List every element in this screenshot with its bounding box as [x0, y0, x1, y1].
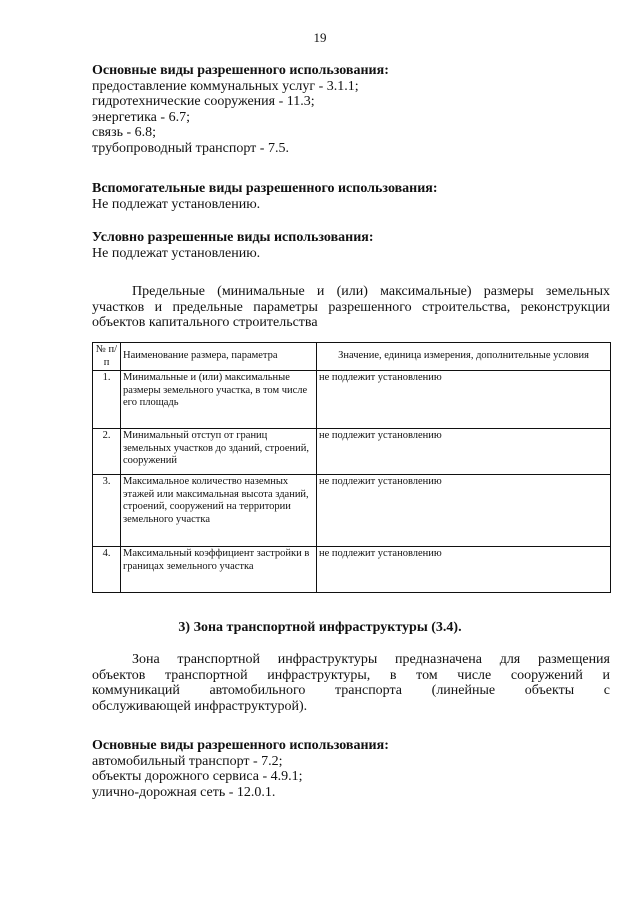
row-num: 1. [93, 371, 121, 429]
auxiliary-uses-section [92, 181, 612, 212]
zone-description [92, 652, 610, 714]
row-name: Максимальное количество наземных этажей или максимальная высота зданий, строений, сооружений на территории земельного участка [121, 475, 317, 547]
table-row [93, 475, 611, 547]
row-num: 3. [93, 475, 121, 547]
list-item: улично-дорожная сеть - 12.0.1. [92, 784, 276, 800]
row-value: не подлежит установлению [317, 475, 611, 547]
row-num: 2. [93, 429, 121, 475]
table-row [93, 547, 611, 593]
list-item: объекты дорожного сервиса - 4.9.1; [92, 769, 303, 784]
list-item: Не подлежат установлению. [92, 196, 261, 212]
list-item: Не подлежат установлению. [92, 245, 261, 261]
paragraph-line: обслуживающей инфраструктурой). [92, 698, 308, 714]
header-num: № п/п [93, 343, 121, 371]
params-intro-paragraph [92, 284, 610, 331]
paragraph-line: Предельные (минимальные и (или) максимальные) размеры земельных [132, 284, 610, 299]
row-num: 4. [93, 547, 121, 593]
zone-title: 3) Зона транспортной инфраструктуры (3.4). [178, 620, 462, 635]
list-item: предоставление коммунальных услуг - 3.1.1; [92, 78, 359, 94]
main-uses-section [92, 63, 612, 156]
row-value: не подлежит установлению [317, 371, 611, 429]
list-item: гидротехнические сооружения - 11.3; [92, 94, 315, 109]
header-value: Значение, единица измерения, дополнительные условия [317, 343, 611, 371]
conditional-uses-section [92, 230, 612, 261]
zone-main-uses-section [92, 738, 612, 800]
row-value: не подлежит установлению [317, 547, 611, 593]
row-name: Минимальные и (или) максимальные размеры земельного участка, в том числе его площадь [121, 371, 317, 429]
page-number: 19 [313, 30, 327, 45]
row-name: Максимальный коэффициент застройки в границах земельного участка [121, 547, 317, 593]
paragraph-line: коммуникаций автомобильного транспорта (линейные объекты с [92, 683, 610, 698]
list-item: трубопроводный транспорт - 7.5. [92, 140, 289, 156]
section-heading: Основные виды разрешенного использования: [92, 738, 389, 753]
paragraph-line: объектов капитального строительства [92, 315, 318, 330]
row-name: Минимальный отступ от границ земельных участков до зданий, строений, сооружений [121, 429, 317, 475]
table-header-row [93, 343, 611, 371]
list-item: автомобильный транспорт - 7.2; [92, 753, 283, 769]
row-value: не подлежит установлению [317, 429, 611, 475]
header-name: Наименование размера, параметра [121, 343, 317, 371]
table-row [93, 429, 611, 475]
list-item: связь - 6.8; [92, 125, 157, 140]
section-heading: Условно разрешенные виды использования: [92, 230, 374, 245]
paragraph-line: Зона транспортной инфраструктуры предназначена для размещения [132, 652, 610, 667]
paragraph-line: объектов транспортной инфраструктуры, в том числе сооружений и [92, 667, 610, 683]
section-heading: Основные виды разрешенного использования: [92, 63, 389, 78]
table-row [93, 371, 611, 429]
section-heading: Вспомогательные виды разрешенного использования: [92, 181, 438, 196]
list-item: энергетика - 6.7; [92, 109, 190, 125]
paragraph-line: участков и предельные параметры разрешенного строительства, реконструкции [92, 299, 610, 315]
params-table [92, 342, 611, 593]
